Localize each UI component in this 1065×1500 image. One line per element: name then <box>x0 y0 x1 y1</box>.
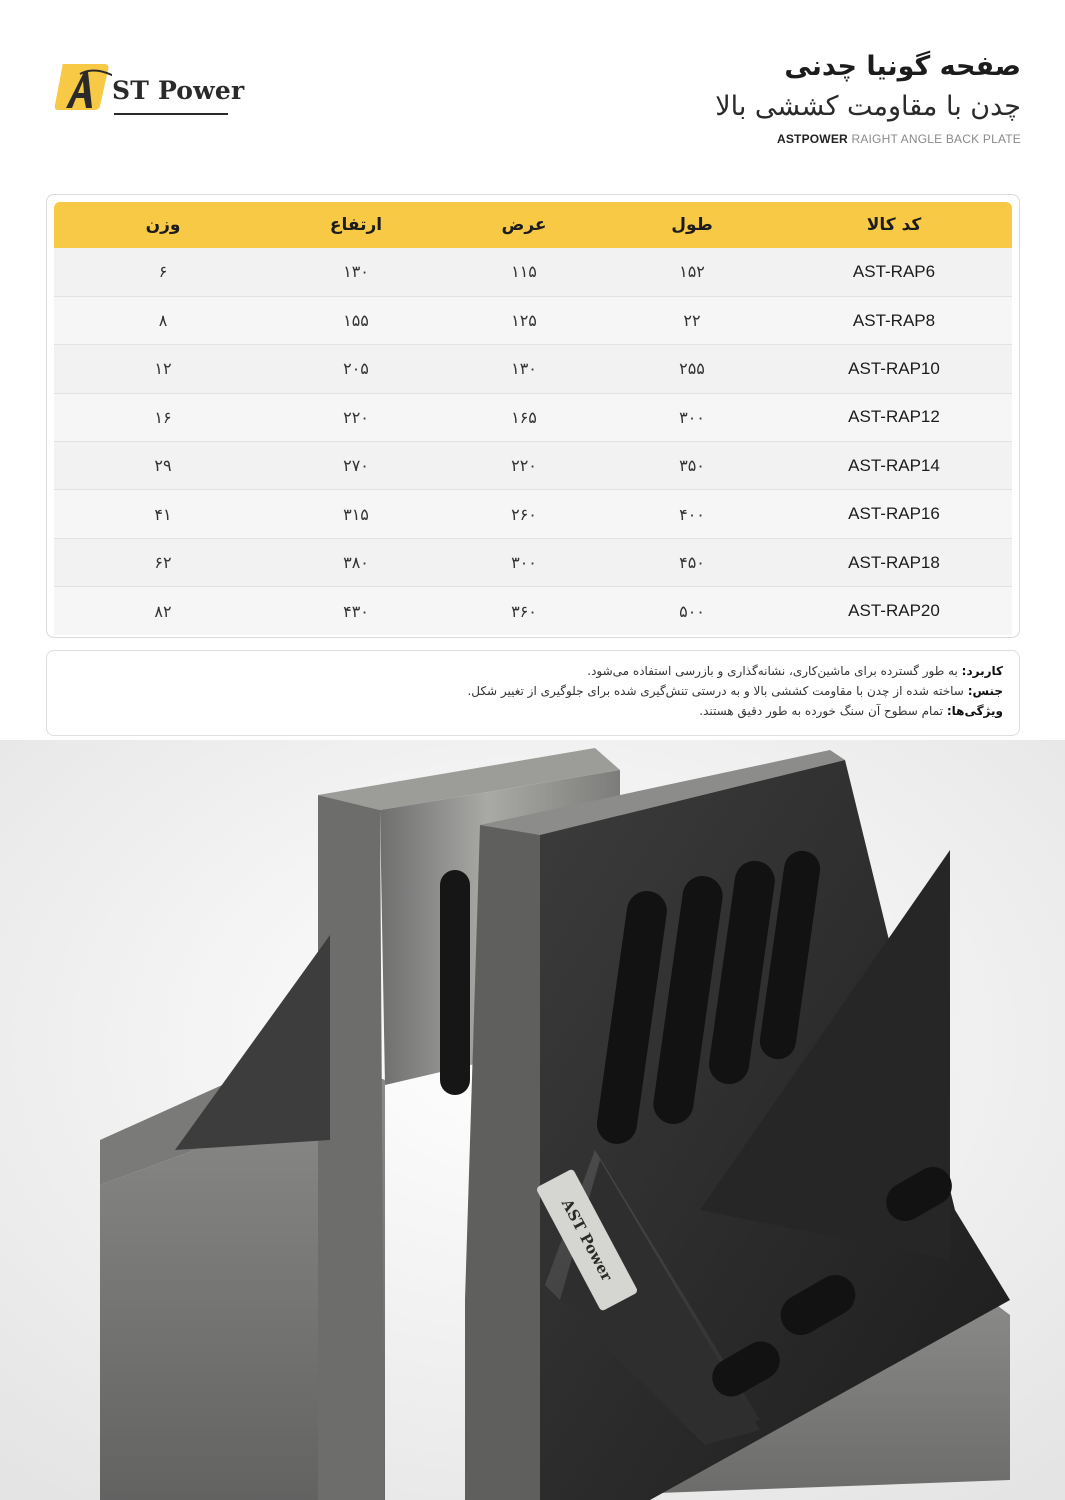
table-row <box>54 296 1012 344</box>
brand-plate-label: AST Power <box>557 1195 617 1285</box>
note-material <box>467 681 1003 701</box>
spec-table <box>54 202 1012 635</box>
column-header-width: عرض <box>440 202 608 248</box>
cell-height: ۳۸۰ <box>272 538 440 586</box>
cell-code: AST-RAP18 <box>776 538 1012 586</box>
cell-height: ۳۱۵ <box>272 490 440 538</box>
note-usage-label: کاربرد: <box>961 664 1003 678</box>
note-material-label: جنس: <box>967 684 1003 698</box>
cell-height: ۱۵۵ <box>272 296 440 344</box>
note-usage <box>467 661 1003 681</box>
english-caption <box>501 132 1021 146</box>
cell-width: ۱۳۰ <box>440 345 608 393</box>
cell-height: ۱۳۰ <box>272 248 440 296</box>
cell-code: AST-RAP14 <box>776 442 1012 490</box>
note-features <box>467 701 1003 721</box>
cell-height: ۲۰۵ <box>272 345 440 393</box>
table-row <box>54 538 1012 586</box>
cell-length: ۳۰۰ <box>608 393 776 441</box>
cell-length: ۱۵۲ <box>608 248 776 296</box>
cell-length: ۵۰۰ <box>608 587 776 635</box>
note-material-text: ساخته شده از چدن با مقاومت کششی بالا و به درستی تنش‌گیری شده برای جلوگیری از تغییر شکل. <box>467 684 968 698</box>
english-brand: ASTPOWER <box>776 132 848 146</box>
logo-mark-icon <box>54 62 112 112</box>
cell-width: ۳۶۰ <box>440 587 608 635</box>
column-header-length: طول <box>608 202 776 248</box>
logo-underline <box>114 113 228 115</box>
logo-wordmark: ST Power <box>112 76 245 105</box>
page-title: صفحه گونیا چدنی <box>784 51 1021 82</box>
note-features-text: تمام سطوح آن سنگ خورده به طور دقیق هستند. <box>699 704 947 718</box>
page-subtitle: چدن با مقاومت کششی بالا <box>715 91 1021 122</box>
page-header <box>501 48 1021 146</box>
cell-width: ۲۲۰ <box>440 442 608 490</box>
cell-height: ۲۲۰ <box>272 393 440 441</box>
cell-weight: ۱۲ <box>54 345 272 393</box>
cell-length: ۴۰۰ <box>608 490 776 538</box>
cell-weight: ۲۹ <box>54 442 272 490</box>
cell-code: AST-RAP8 <box>776 296 1012 344</box>
cell-length: ۲۲ <box>608 296 776 344</box>
spec-table-card <box>46 194 1020 638</box>
cell-weight: ۶۲ <box>54 538 272 586</box>
cell-height: ۲۷۰ <box>272 442 440 490</box>
cell-weight: ۴۱ <box>54 490 272 538</box>
table-row <box>54 442 1012 490</box>
table-row <box>54 248 1012 296</box>
cell-code: AST-RAP16 <box>776 490 1012 538</box>
brand-logo <box>50 58 245 120</box>
cell-length: ۴۵۰ <box>608 538 776 586</box>
cell-code: AST-RAP12 <box>776 393 1012 441</box>
column-header-code: کد کالا <box>776 202 1012 248</box>
table-row <box>54 345 1012 393</box>
cell-width: ۱۶۵ <box>440 393 608 441</box>
cell-width: ۲۶۰ <box>440 490 608 538</box>
table-row <box>54 587 1012 635</box>
column-header-height: ارتفاع <box>272 202 440 248</box>
cell-height: ۴۳۰ <box>272 587 440 635</box>
cell-weight: ۶ <box>54 248 272 296</box>
table-row <box>54 490 1012 538</box>
product-notes <box>46 650 1020 736</box>
table-row <box>54 393 1012 441</box>
column-header-weight: وزن <box>54 202 272 248</box>
cell-code: AST-RAP6 <box>776 248 1012 296</box>
english-product-name: RAIGHT ANGLE BACK PLATE <box>851 132 1021 146</box>
note-usage-text: به طور گسترده برای ماشین‌کاری، نشانه‌گذاری و بازرسی استفاده می‌شود. <box>587 664 962 678</box>
cell-length: ۲۵۵ <box>608 345 776 393</box>
cell-code: AST-RAP10 <box>776 345 1012 393</box>
cell-weight: ۸۲ <box>54 587 272 635</box>
table-header-row <box>54 202 1012 248</box>
cell-width: ۱۱۵ <box>440 248 608 296</box>
cell-width: ۳۰۰ <box>440 538 608 586</box>
cell-width: ۱۲۵ <box>440 296 608 344</box>
cell-weight: ۱۶ <box>54 393 272 441</box>
cell-code: AST-RAP20 <box>776 587 1012 635</box>
cell-weight: ۸ <box>54 296 272 344</box>
cell-length: ۳۵۰ <box>608 442 776 490</box>
product-photo <box>0 740 1065 1500</box>
notes-text <box>467 661 1003 721</box>
note-features-label: ویژگی‌ها: <box>946 704 1003 718</box>
